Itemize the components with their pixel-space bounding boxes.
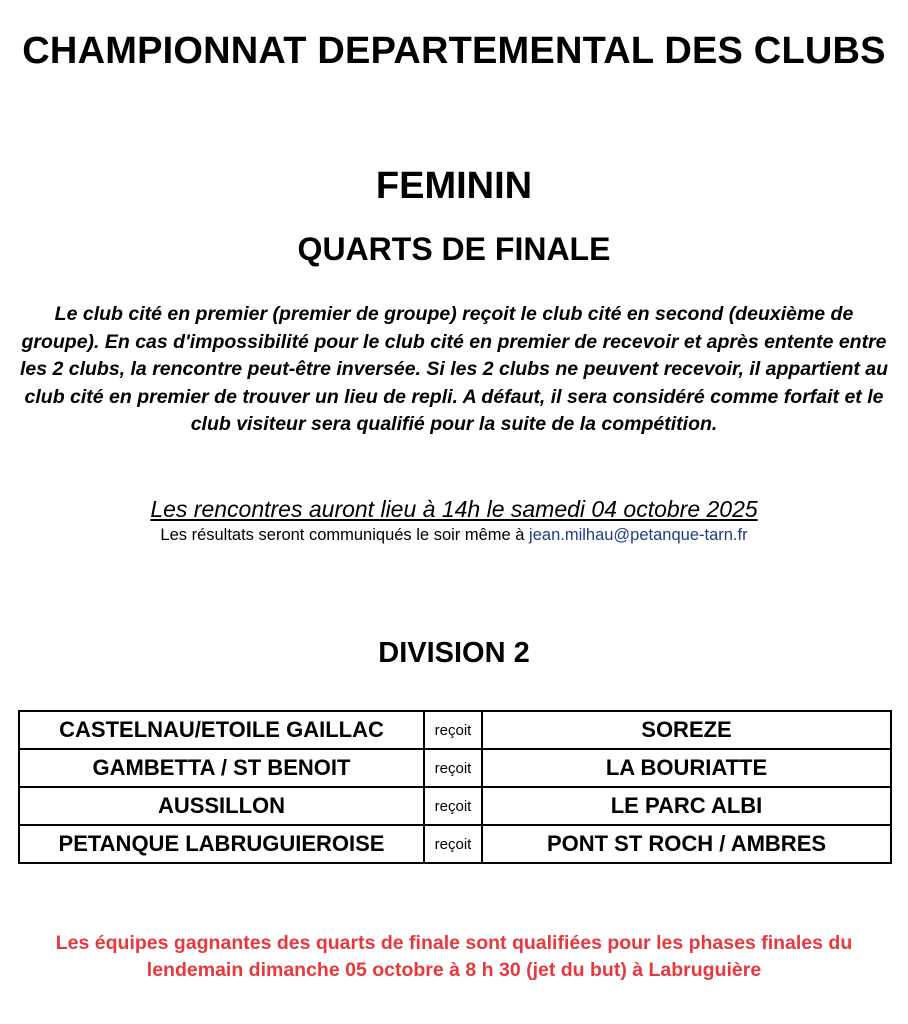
division-title: DIVISION 2 <box>378 637 530 669</box>
match-row <box>19 711 891 749</box>
intro-paragraph: Le club cité en premier (premier de groupe) reçoit le club cité en second (deuxième de groupe). En cas d'impossibilité pour le club cité en premier de recevoir et après entente entre les 2 clubs, la rencontre peut-être inversée. Si les 2 clubs ne peuvent recevoir, il appartient au club cité en premier de trouver un lieu de repli. A défaut, il sera considéré comme forfait et le club visiteur sera qualifié pour la suite de la compétition. <box>19 303 889 435</box>
match-row <box>19 825 891 863</box>
matches-table <box>18 710 892 864</box>
away-team: SOREZE <box>482 711 891 749</box>
category-title: FEMININ <box>375 165 533 207</box>
contact-email-link[interactable]: jean.milhau@petanque-tarn.fr <box>529 526 748 544</box>
away-team: PONT ST ROCH / AMBRES <box>482 825 891 863</box>
receives-label: reçoit <box>424 749 482 787</box>
match-row <box>19 787 891 825</box>
receives-label: reçoit <box>424 787 482 825</box>
round-title: QUARTS DE FINALE <box>297 231 611 267</box>
home-team: PETANQUE LABRUGUIEROISE <box>19 825 424 863</box>
page-title: CHAMPIONNAT DEPARTEMENTAL DES CLUBS <box>22 30 886 72</box>
home-team: AUSSILLON <box>19 787 424 825</box>
match-row <box>19 749 891 787</box>
receives-label: reçoit <box>424 825 482 863</box>
match-date-line <box>0 494 908 524</box>
home-team: GAMBETTA / ST BENOIT <box>19 749 424 787</box>
home-team: CASTELNAU/ETOILE GAILLAC <box>19 711 424 749</box>
qualification-note: Les équipes gagnantes des quarts de finale sont qualifiées pour les phases finales du lendemain dimanche 05 octobre à 8 h 30 (jet du but) à Labruguière <box>55 932 853 981</box>
results-line <box>0 524 908 546</box>
away-team: LA BOURIATTE <box>482 749 891 787</box>
match-date-text: Les rencontres auront lieu à 14h le samedi 04 octobre 2025 <box>150 496 758 522</box>
receives-label: reçoit <box>424 711 482 749</box>
results-prefix: Les résultats seront communiqués le soir même à <box>160 526 530 544</box>
away-team: LE PARC ALBI <box>482 787 891 825</box>
